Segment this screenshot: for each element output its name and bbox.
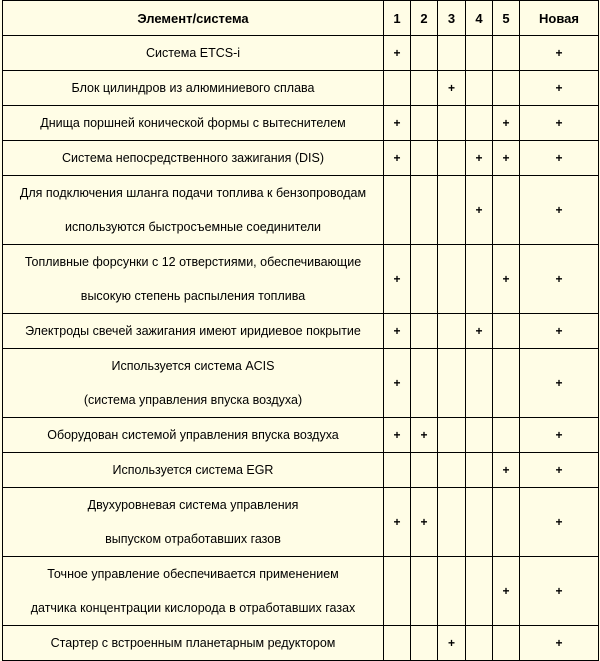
row-mark-cell <box>438 176 466 245</box>
row-element-text: Точное управление обеспечивается применением <box>47 567 339 581</box>
row-mark: + <box>555 203 563 217</box>
row-mark: + <box>393 116 401 130</box>
row-mark: + <box>447 636 455 650</box>
row-element-text: Топливные форсунки с 12 отверстиями, обеспечивающие <box>24 255 362 269</box>
row-mark-cell <box>466 106 493 141</box>
comparison-table <box>2 0 599 661</box>
row-mark: + <box>475 324 483 338</box>
row-mark: + <box>555 46 563 60</box>
row-element-name <box>3 106 384 141</box>
row-mark: + <box>393 324 401 338</box>
table-row <box>3 141 599 176</box>
row-mark-cell <box>466 141 493 176</box>
row-mark-cell <box>384 245 411 314</box>
row-mark-cell <box>466 453 493 488</box>
row-mark: + <box>502 584 510 598</box>
row-mark-cell <box>493 245 520 314</box>
table-row <box>3 314 599 349</box>
row-mark-cell <box>384 488 411 557</box>
table-body <box>3 36 599 661</box>
row-mark-cell <box>438 557 466 626</box>
row-mark-cell <box>384 141 411 176</box>
row-mark: + <box>393 151 401 165</box>
row-mark-cell <box>438 71 466 106</box>
row-element-text: Система непосредственного зажигания (DIS) <box>61 151 324 165</box>
row-mark: + <box>555 463 563 477</box>
row-mark-cell <box>520 557 599 626</box>
row-element-text: Электроды свечей зажигания имеют иридиевое покрытие <box>25 324 361 338</box>
row-mark-cell <box>493 314 520 349</box>
row-element-name <box>3 488 384 557</box>
header-col-4: 4 <box>466 1 493 36</box>
row-mark-cell <box>411 176 438 245</box>
header-col-2: 2 <box>411 1 438 36</box>
row-mark-cell <box>466 349 493 418</box>
row-mark: + <box>393 376 401 390</box>
row-element-text: Для подключения шланга подачи топлива к бензопроводам <box>19 186 367 200</box>
row-element-name <box>3 418 384 453</box>
row-mark: + <box>555 272 563 286</box>
table-row <box>3 71 599 106</box>
row-mark-cell <box>493 557 520 626</box>
row-mark-cell <box>493 418 520 453</box>
row-mark-cell <box>493 141 520 176</box>
row-mark-cell <box>411 71 438 106</box>
row-mark-cell <box>520 36 599 71</box>
row-mark-cell <box>438 245 466 314</box>
row-mark-cell <box>411 418 438 453</box>
row-mark: + <box>420 428 428 442</box>
row-mark: + <box>447 81 455 95</box>
row-element-name <box>3 349 384 418</box>
row-mark-cell <box>438 36 466 71</box>
row-mark-cell <box>520 626 599 661</box>
row-mark-cell <box>520 488 599 557</box>
row-mark-cell <box>493 176 520 245</box>
row-element-text: (система управления впуска воздуха) <box>83 393 303 407</box>
row-element-text: Система ETCS-i <box>145 46 241 60</box>
row-element-name <box>3 36 384 71</box>
row-mark-cell <box>411 557 438 626</box>
table-row <box>3 36 599 71</box>
row-mark-cell <box>384 36 411 71</box>
row-element-text: Двухуровневая система управления <box>87 498 299 512</box>
row-mark-cell <box>493 71 520 106</box>
row-mark: + <box>393 428 401 442</box>
header-col-3: 3 <box>438 1 466 36</box>
row-element-text: Стартер с встроенным планетарным редуктором <box>50 636 336 650</box>
row-mark-cell <box>493 453 520 488</box>
row-mark-cell <box>438 314 466 349</box>
header-col-new: Новая <box>520 1 599 36</box>
row-mark-cell <box>493 36 520 71</box>
row-mark-cell <box>411 453 438 488</box>
row-element-name <box>3 71 384 106</box>
row-mark: + <box>555 324 563 338</box>
row-mark: + <box>555 151 563 165</box>
row-mark-cell <box>384 418 411 453</box>
row-mark-cell <box>384 314 411 349</box>
header-element: Элемент/система <box>3 1 384 36</box>
table-row <box>3 176 599 245</box>
row-mark-cell <box>520 141 599 176</box>
row-mark-cell <box>466 626 493 661</box>
row-mark-cell <box>384 176 411 245</box>
row-mark-cell <box>411 245 438 314</box>
row-mark-cell <box>384 557 411 626</box>
row-mark-cell <box>520 176 599 245</box>
row-mark: + <box>393 272 401 286</box>
row-mark-cell <box>384 453 411 488</box>
row-mark-cell <box>384 106 411 141</box>
row-mark-cell <box>438 453 466 488</box>
row-mark-cell <box>520 106 599 141</box>
row-mark-cell <box>384 71 411 106</box>
row-mark-cell <box>438 626 466 661</box>
row-element-text: высокую степень распыления топлива <box>80 289 306 303</box>
row-mark-cell <box>466 314 493 349</box>
row-mark: + <box>502 272 510 286</box>
row-mark-cell <box>438 349 466 418</box>
row-mark: + <box>475 203 483 217</box>
row-mark-cell <box>411 106 438 141</box>
row-mark-cell <box>438 106 466 141</box>
row-mark-cell <box>384 349 411 418</box>
row-element-name <box>3 557 384 626</box>
row-mark: + <box>420 515 428 529</box>
row-mark-cell <box>411 141 438 176</box>
row-mark-cell <box>438 488 466 557</box>
table-row <box>3 626 599 661</box>
row-mark-cell <box>520 245 599 314</box>
row-mark: + <box>555 515 563 529</box>
row-mark: + <box>555 636 563 650</box>
row-mark-cell <box>411 488 438 557</box>
header-row <box>3 1 599 36</box>
row-mark-cell <box>520 418 599 453</box>
row-mark: + <box>475 151 483 165</box>
row-mark-cell <box>438 418 466 453</box>
row-element-name <box>3 314 384 349</box>
row-mark-cell <box>493 106 520 141</box>
row-mark-cell <box>493 349 520 418</box>
row-mark-cell <box>466 488 493 557</box>
row-element-text: Используется система EGR <box>112 463 274 477</box>
row-mark-cell <box>411 626 438 661</box>
row-mark-cell <box>466 245 493 314</box>
row-mark: + <box>555 376 563 390</box>
row-mark-cell <box>520 71 599 106</box>
row-mark: + <box>555 81 563 95</box>
row-mark-cell <box>493 626 520 661</box>
row-mark-cell <box>466 557 493 626</box>
row-mark-cell <box>520 314 599 349</box>
row-mark-cell <box>466 36 493 71</box>
row-mark: + <box>393 46 401 60</box>
row-mark-cell <box>493 488 520 557</box>
row-mark: + <box>502 151 510 165</box>
row-element-name <box>3 453 384 488</box>
table-row <box>3 245 599 314</box>
row-mark-cell <box>384 626 411 661</box>
row-element-text: Днища поршней конической формы с вытеснителем <box>40 116 346 130</box>
row-element-name <box>3 176 384 245</box>
table-row <box>3 349 599 418</box>
row-element-text: Используется система ACIS <box>111 359 275 373</box>
table-row <box>3 453 599 488</box>
row-mark-cell <box>411 314 438 349</box>
row-mark-cell <box>520 453 599 488</box>
row-element-text: датчика концентрации кислорода в отработавших газах <box>30 601 356 615</box>
row-element-text: Оборудован системой управления впуска воздуха <box>47 428 339 442</box>
row-mark: + <box>502 463 510 477</box>
row-mark-cell <box>411 349 438 418</box>
table-row <box>3 557 599 626</box>
header-col-1: 1 <box>384 1 411 36</box>
row-mark: + <box>393 515 401 529</box>
row-mark-cell <box>520 349 599 418</box>
row-element-text: выпуском отработавших газов <box>105 532 281 546</box>
row-mark: + <box>555 428 563 442</box>
row-mark-cell <box>438 141 466 176</box>
row-mark: + <box>555 116 563 130</box>
row-mark: + <box>555 584 563 598</box>
row-mark-cell <box>466 71 493 106</box>
row-mark: + <box>502 116 510 130</box>
table-row <box>3 418 599 453</box>
row-mark-cell <box>466 418 493 453</box>
row-element-name <box>3 626 384 661</box>
row-element-text: используются быстросъемные соединители <box>64 220 322 234</box>
table-row <box>3 106 599 141</box>
row-element-text: Блок цилиндров из алюминиевого сплава <box>71 81 315 95</box>
table-row <box>3 488 599 557</box>
row-element-name <box>3 141 384 176</box>
header-col-5: 5 <box>493 1 520 36</box>
row-mark-cell <box>466 176 493 245</box>
row-element-name <box>3 245 384 314</box>
row-mark-cell <box>411 36 438 71</box>
